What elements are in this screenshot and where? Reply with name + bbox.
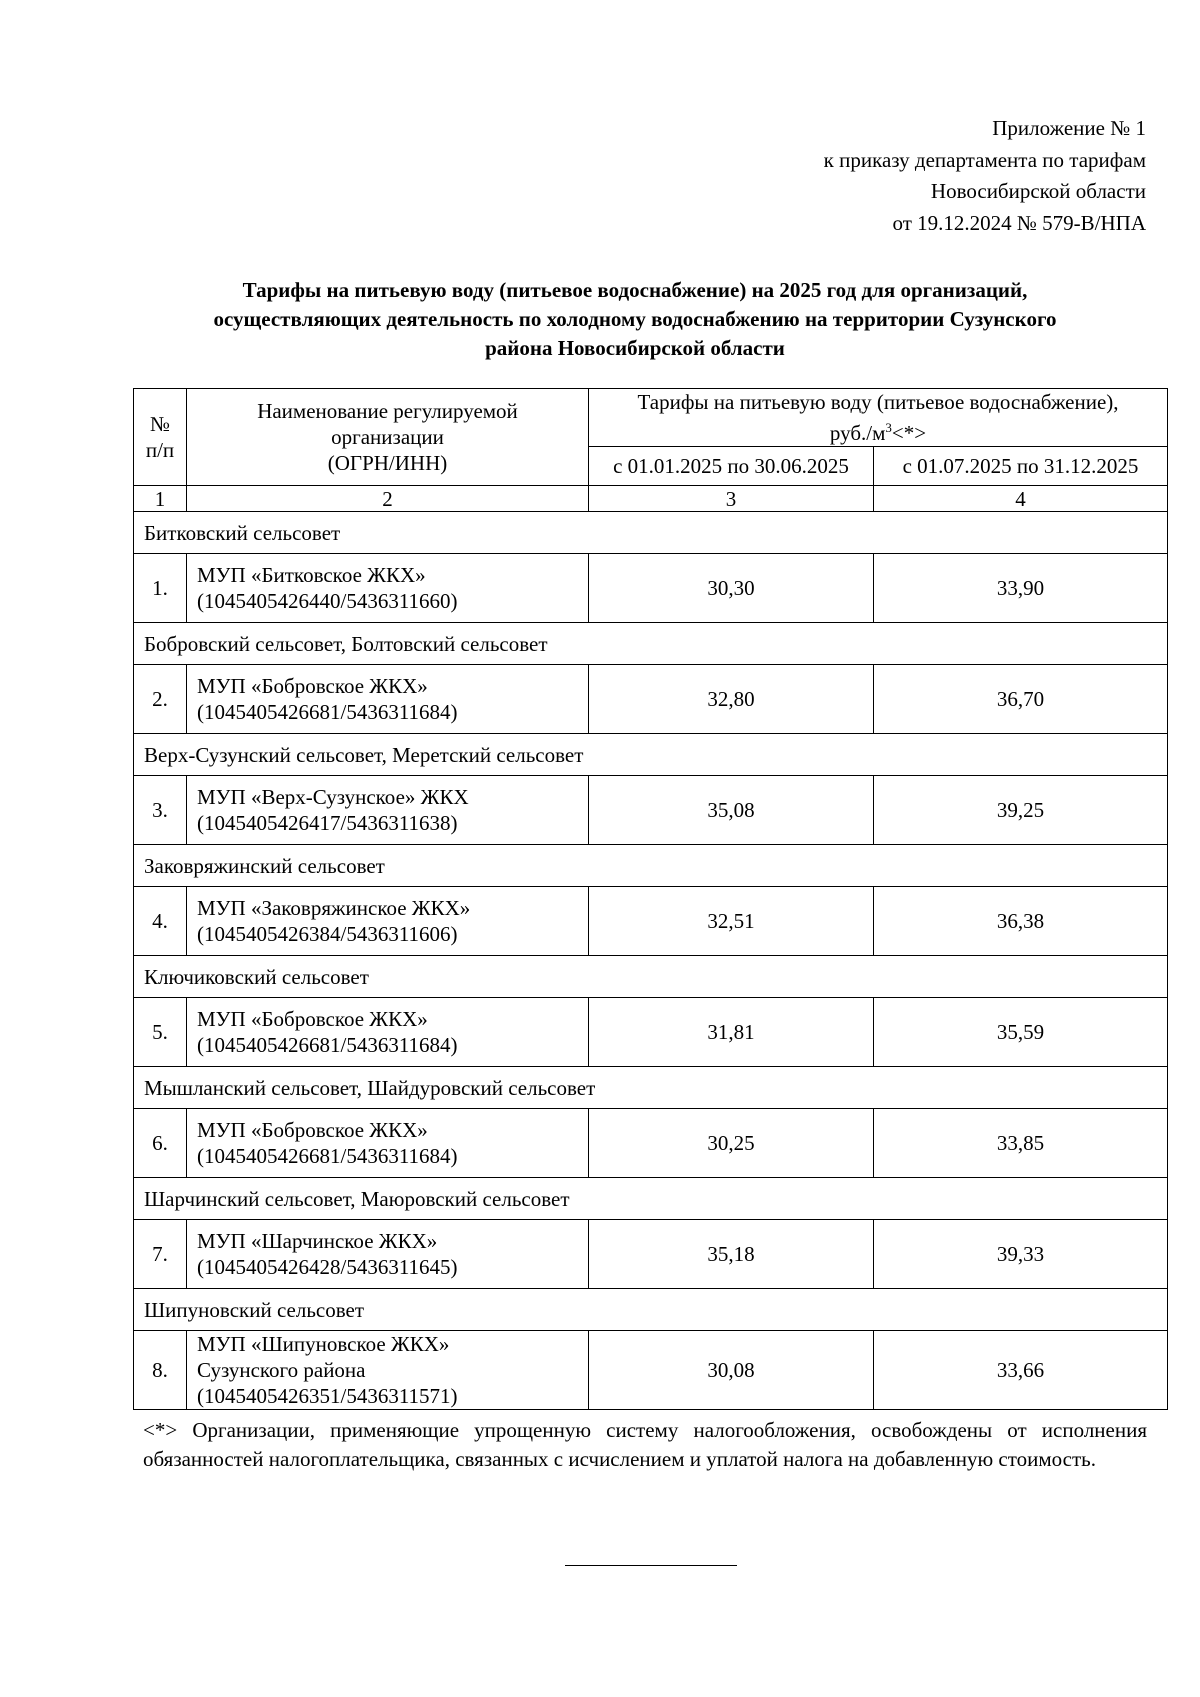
tariff-period-2: 33,90 (874, 554, 1168, 623)
column-number: 2 (187, 486, 589, 512)
tariff-period-2: 39,25 (874, 776, 1168, 845)
annex-line: от 19.12.2024 № 579-В/НПА (892, 210, 1146, 235)
tariff-period-1: 30,30 (589, 554, 874, 623)
organization-name: МУП «Бобровское ЖКХ» (1045405426681/5436311684) (187, 998, 589, 1067)
annex-line: Приложение № 1 (992, 116, 1146, 140)
header-tariffs: Тарифы на питьевую воду (питьевое водоснабжение), $руб./м^3<*>$ (589, 389, 1168, 447)
tariff-period-1: 32,80 (589, 665, 874, 734)
row-number: 8. (134, 1331, 187, 1410)
organization-name: МУП «Заковряжинское ЖКХ» (1045405426384/5436311606) (187, 887, 589, 956)
table-row (134, 1331, 1168, 1410)
organization-name: МУП «Бобровское ЖКХ» (1045405426681/5436311684) (187, 665, 589, 734)
header-period-1: с 01.01.2025 по 30.06.2025 (589, 447, 874, 486)
tariff-period-1: 35,18 (589, 1220, 874, 1289)
tariff-period-1: 30,08 (589, 1331, 874, 1410)
column-number: 4 (874, 486, 1168, 512)
tariff-period-2: 33,85 (874, 1109, 1168, 1178)
section-group-label: Битковский сельсовет (134, 512, 1168, 554)
table-row (134, 887, 1168, 956)
section-group-label: Шипуновский сельсовет (134, 1289, 1168, 1331)
tariff-period-1: 31,81 (589, 998, 874, 1067)
column-number: 1 (134, 486, 187, 512)
header-period-2: с 01.07.2025 по 31.12.2025 (874, 447, 1168, 486)
table-row (134, 554, 1168, 623)
section-group-label: Бобровский сельсовет, Болтовский сельсовет (134, 623, 1168, 665)
section-group-label: Мышланский сельсовет, Шайдуровский сельсовет (134, 1067, 1168, 1109)
tariff-period-2: 33,66 (874, 1331, 1168, 1410)
footnote: <*> Организации, применяющие упрощенную систему налогообложения, освобождены от исполнения обязанностей налогоплательщика, связанных с исчислением и уплатой налога на добавленную стоимость. (143, 1418, 1147, 1471)
organization-name: МУП «Битковское ЖКХ» (1045405426440/5436311660) (187, 554, 589, 623)
header-org: Наименование регулируемой организации (ОГРН/ИНН) (187, 389, 589, 486)
tariff-period-2: 36,70 (874, 665, 1168, 734)
tariff-period-1: 32,51 (589, 887, 874, 956)
column-number: 3 (589, 486, 874, 512)
row-number: 1. (134, 554, 187, 623)
row-number: 5. (134, 998, 187, 1067)
section-group-label: Шарчинский сельсовет, Маюровский сельсовет (134, 1178, 1168, 1220)
annex-line: к приказу департамента по тарифам (823, 147, 1146, 172)
annex-block (546, 113, 1146, 239)
organization-name: МУП «Шарчинское ЖКХ» (1045405426428/5436311645) (187, 1220, 589, 1289)
organization-name: МУП «Шипуновское ЖКХ» Сузунского района (1045405426351/5436311571) (187, 1331, 589, 1410)
separator-line (565, 1565, 737, 1566)
tariff-period-1: 35,08 (589, 776, 874, 845)
tariff-period-2: 35,59 (874, 998, 1168, 1067)
tariff-period-1: 30,25 (589, 1109, 874, 1178)
title-line: района Новосибирской области (485, 336, 785, 360)
tariff-period-2: 39,33 (874, 1220, 1168, 1289)
section-group-label: Ключиковский сельсовет (134, 956, 1168, 998)
document-title (135, 276, 1135, 363)
section-group-label: Верх-Сузунский сельсовет, Меретский сельсовет (134, 734, 1168, 776)
table-row (134, 1220, 1168, 1289)
table-row (134, 998, 1168, 1067)
row-number: 3. (134, 776, 187, 845)
section-group-label: Заковряжинский сельсовет (134, 845, 1168, 887)
row-number: 6. (134, 1109, 187, 1178)
row-number: 4. (134, 887, 187, 956)
title-line: осуществляющих деятельность по холодному водоснабжению на территории Сузунского (213, 307, 1057, 331)
organization-name: МУП «Бобровское ЖКХ» (1045405426681/5436311684) (187, 1109, 589, 1178)
row-number: 7. (134, 1220, 187, 1289)
annex-line: Новосибирской области (930, 179, 1146, 203)
table-row (134, 776, 1168, 845)
tariff-table (133, 388, 1168, 1410)
header-num: № п/п (134, 389, 187, 486)
row-number: 2. (134, 665, 187, 734)
organization-name: МУП «Верх-Сузунское» ЖКХ (1045405426417/5436311638) (187, 776, 589, 845)
tariff-period-2: 36,38 (874, 887, 1168, 956)
table-row (134, 665, 1168, 734)
title-line: Тарифы на питьевую воду (питьевое водоснабжение) на 2025 год для организаций, (242, 278, 1028, 302)
table-row (134, 1109, 1168, 1178)
